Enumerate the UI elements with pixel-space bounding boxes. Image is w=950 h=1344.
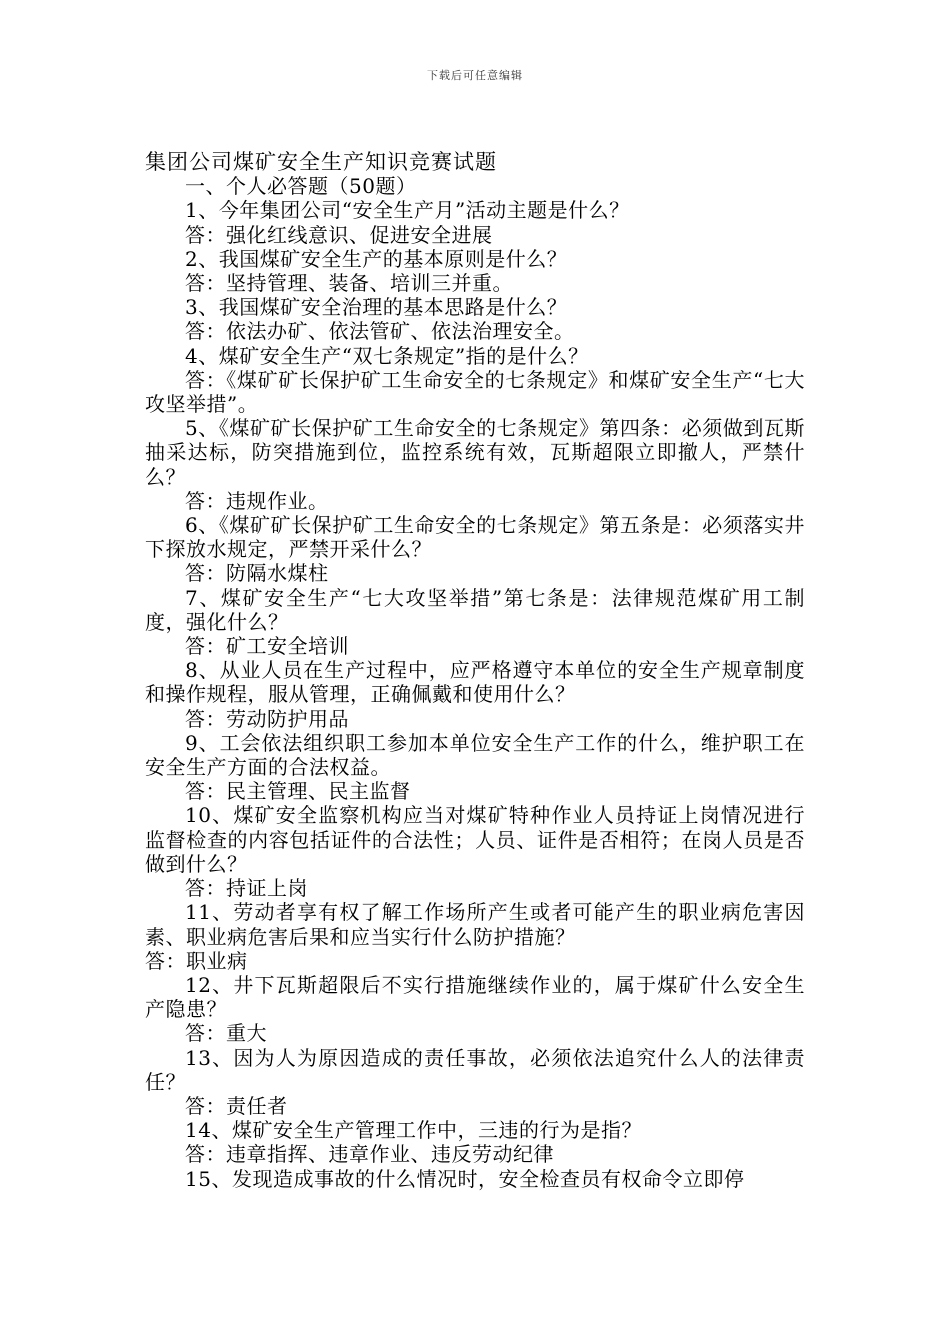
answer-paragraph: 答：持证上岗 — [185, 876, 308, 901]
document-body — [145, 150, 805, 1191]
answer-paragraph: 答：坚持管理、装备、培训三并重。 — [185, 271, 513, 296]
answer-paragraph: 答：劳动防护用品 — [185, 706, 349, 731]
question-paragraph: 10、煤矿安全监察机构应当对煤矿特种作业人员持证上岗情况进行监督检查的内容包括证件的合法性；人员、证件是否相符；在岗人员是否做到什么？ — [145, 803, 805, 876]
question-paragraph: 9、工会依法组织职工参加本单位安全生产工作的什么，维护职工在安全生产方面的合法权益。 — [145, 730, 805, 780]
header-note: 下载后可任意编辑 — [427, 69, 523, 82]
question-paragraph: 11、劳动者享有权了解工作场所产生或者可能产生的职业病危害因素、职业病危害后果和应当实行什么防护措施？ — [145, 900, 805, 949]
question-paragraph: 14、煤矿安全生产管理工作中，三违的行为是指？ — [185, 1118, 642, 1143]
question-paragraph: 13、因为人为原因造成的责任事故，必须依法追究什么人的法律责任？ — [145, 1045, 805, 1094]
answer-paragraph: 答：防隔水煤柱 — [185, 561, 329, 586]
question-paragraph: 5、《煤矿矿长保护矿工生命安全的七条规定》第四条：必须做到瓦斯抽采达标，防突措施到位，监控系统有效，瓦斯超限立即撤人，严禁什么？ — [145, 416, 805, 489]
question-paragraph: 7、煤矿安全生产“七大攻坚举措”第七条是：法律规范煤矿用工制度，强化什么？ — [145, 585, 805, 634]
document-title: 集团公司煤矿安全生产知识竞赛试题 — [145, 150, 497, 174]
answer-paragraph: 答：依法办矿、依法管矿、依法治理安全。 — [185, 319, 575, 344]
answer-paragraph: 答：职业病 — [145, 948, 248, 973]
question-paragraph: 12、井下瓦斯超限后不实行措施继续作业的，属于煤矿什么安全生产隐患？ — [145, 972, 805, 1022]
question-paragraph: 1、今年集团公司“安全生产月”活动主题是什么？ — [185, 198, 630, 223]
answer-paragraph: 答：违规作业。 — [185, 488, 329, 513]
answer-paragraph: 答：强化红线意识、促进安全进展 — [185, 222, 493, 247]
question-paragraph: 8、从业人员在生产过程中，应严格遵守本单位的安全生产规章制度和操作规程，服从管理，正确佩戴和使用什么？ — [145, 658, 805, 707]
question-paragraph: 6、《煤矿矿长保护矿工生命安全的七条规定》第五条是：必须落实井下探放水规定，严禁开采什么？ — [145, 513, 805, 562]
question-paragraph: 15、发现造成事故的什么情况时，安全检查员有权命令立即停 — [185, 1166, 745, 1191]
question-list — [145, 198, 805, 1190]
answer-paragraph: 答：重大 — [185, 1021, 267, 1046]
question-paragraph: 4、煤矿安全生产“双七条规定”指的是什么？ — [185, 343, 589, 368]
question-paragraph: 2、我国煤矿安全生产的基本原则是什么？ — [185, 246, 568, 271]
answer-paragraph: 答：民主管理、民主监督 — [185, 779, 411, 804]
answer-paragraph: 答：违章指挥、违章作业、违反劳动纪律 — [185, 1142, 554, 1167]
section-heading: 一、个人必答题（50题） — [185, 174, 417, 199]
answer-paragraph: 答：《煤矿矿长保护矿工生命安全的七条规定》和煤矿安全生产“七大攻坚举措”。 — [145, 367, 805, 417]
answer-paragraph: 答：矿工安全培训 — [185, 634, 349, 659]
question-paragraph: 3、我国煤矿安全治理的基本思路是什么？ — [185, 295, 568, 320]
answer-paragraph: 答：责任者 — [185, 1093, 288, 1118]
